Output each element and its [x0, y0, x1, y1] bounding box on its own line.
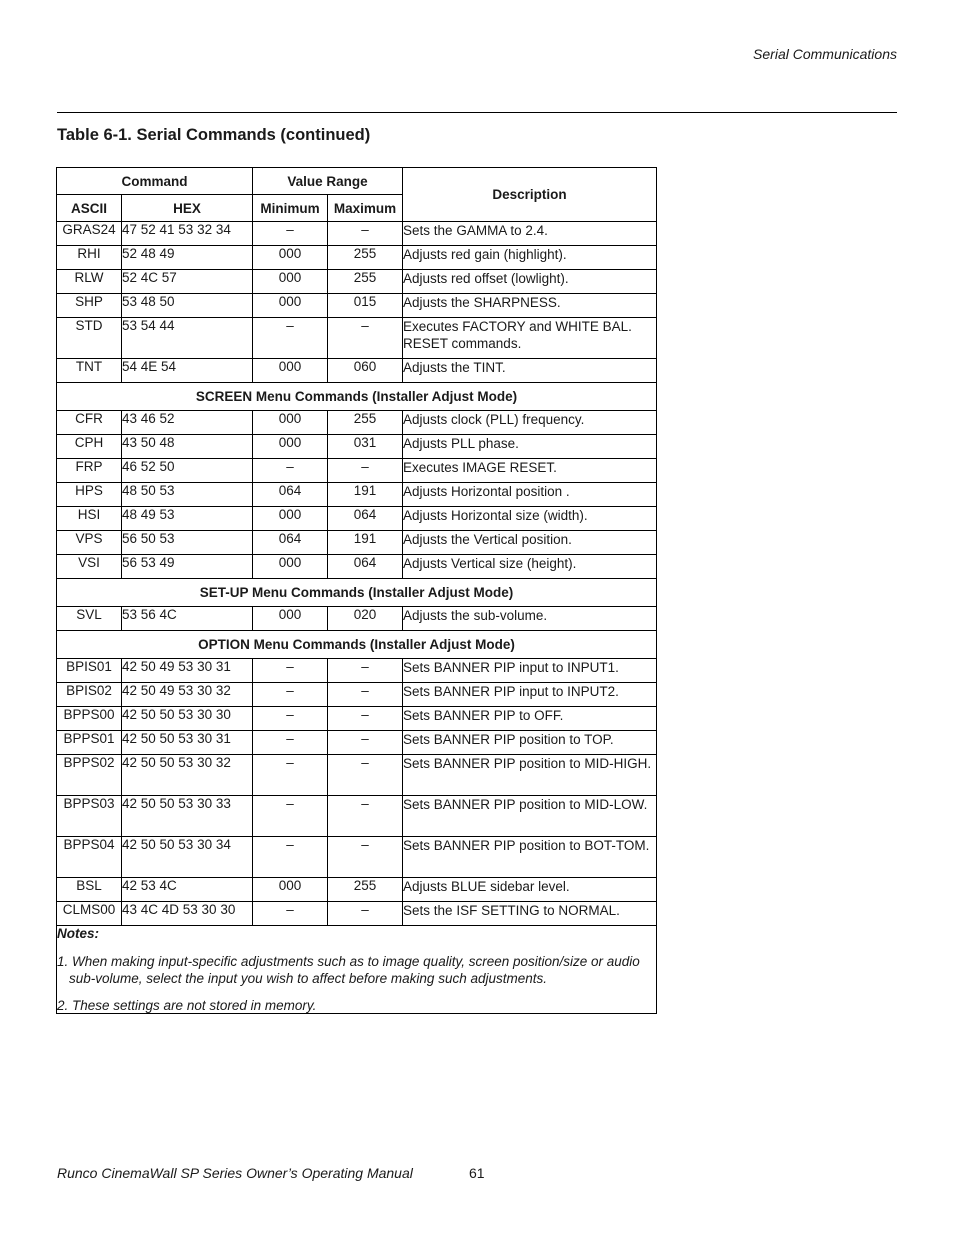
- hex-cell: 52 4C 57: [122, 270, 253, 294]
- table-row: [57, 270, 657, 294]
- footer-manual-title: Runco CinemaWall SP Series Owner’s Operating Manual: [57, 1165, 413, 1181]
- table-row: [57, 755, 657, 796]
- max-cell: –: [328, 796, 403, 837]
- section-label: OPTION Menu Commands (Installer Adjust Mode): [57, 631, 657, 659]
- ascii-cell: BPPS03: [57, 796, 122, 837]
- table-row: [57, 483, 657, 507]
- description-cell: Adjusts the sub-volume.: [403, 607, 657, 631]
- description-cell: Adjusts PLL phase.: [403, 435, 657, 459]
- ascii-cell: CPH: [57, 435, 122, 459]
- ascii-cell: BPPS04: [57, 837, 122, 878]
- hex-cell: 42 50 50 53 30 32: [122, 755, 253, 796]
- section-label: SET-UP Menu Commands (Installer Adjust Mode): [57, 579, 657, 607]
- hex-cell: 43 50 48: [122, 435, 253, 459]
- min-cell: 064: [253, 531, 328, 555]
- table-row: [57, 683, 657, 707]
- ascii-cell: CLMS00: [57, 902, 122, 926]
- max-cell: –: [328, 222, 403, 246]
- hex-cell: 42 50 49 53 30 32: [122, 683, 253, 707]
- max-cell: 060: [328, 359, 403, 383]
- hex-cell: 53 56 4C: [122, 607, 253, 631]
- max-cell: 064: [328, 555, 403, 579]
- table-row: [57, 878, 657, 902]
- min-cell: 000: [253, 246, 328, 270]
- max-cell: 191: [328, 483, 403, 507]
- description-cell: Sets BANNER PIP to OFF.: [403, 707, 657, 731]
- ascii-cell: CFR: [57, 411, 122, 435]
- min-cell: 000: [253, 507, 328, 531]
- ascii-cell: RHI: [57, 246, 122, 270]
- min-cell: –: [253, 222, 328, 246]
- min-cell: –: [253, 683, 328, 707]
- max-cell: –: [328, 318, 403, 359]
- hex-cell: 48 49 53: [122, 507, 253, 531]
- min-cell: –: [253, 731, 328, 755]
- table-row: [57, 507, 657, 531]
- hex-cell: 54 4E 54: [122, 359, 253, 383]
- header-command: Command: [57, 168, 253, 195]
- table-row: [57, 531, 657, 555]
- description-cell: Adjusts BLUE sidebar level.: [403, 878, 657, 902]
- table-row: [57, 318, 657, 359]
- table-row: [57, 435, 657, 459]
- description-cell: Adjusts Vertical size (height).: [403, 555, 657, 579]
- table-row: [57, 707, 657, 731]
- table-row: [57, 902, 657, 926]
- description-cell: Sets BANNER PIP input to INPUT1.: [403, 659, 657, 683]
- max-cell: 255: [328, 878, 403, 902]
- max-cell: –: [328, 707, 403, 731]
- description-cell: Sets BANNER PIP input to INPUT2.: [403, 683, 657, 707]
- table-row: [57, 222, 657, 246]
- max-cell: 031: [328, 435, 403, 459]
- section-row: [57, 383, 657, 411]
- ascii-cell: BPPS00: [57, 707, 122, 731]
- table-row: [57, 659, 657, 683]
- notes-title: Notes:: [57, 926, 100, 941]
- ascii-cell: FRP: [57, 459, 122, 483]
- header-hex: HEX: [122, 195, 253, 222]
- description-cell: Adjusts the Vertical position.: [403, 531, 657, 555]
- max-cell: –: [328, 902, 403, 926]
- ascii-cell: TNT: [57, 359, 122, 383]
- min-cell: –: [253, 902, 328, 926]
- min-cell: –: [253, 318, 328, 359]
- description-cell: Sets BANNER PIP position to MID-LOW.: [403, 796, 657, 837]
- ascii-cell: BPIS01: [57, 659, 122, 683]
- description-cell: Executes FACTORY and WHITE BAL. RESET commands.: [403, 318, 657, 359]
- hex-cell: 53 54 44: [122, 318, 253, 359]
- max-cell: 255: [328, 246, 403, 270]
- table-row: [57, 607, 657, 631]
- notes-cell: [57, 926, 657, 1014]
- table-row: [57, 359, 657, 383]
- hex-cell: 52 48 49: [122, 246, 253, 270]
- table-row: [57, 731, 657, 755]
- table-body: [57, 222, 657, 926]
- section-row: [57, 631, 657, 659]
- hex-cell: 43 4C 4D 53 30 30: [122, 902, 253, 926]
- serial-commands-table: [56, 167, 657, 1014]
- hex-cell: 42 50 50 53 30 33: [122, 796, 253, 837]
- header-description: Description: [403, 168, 657, 222]
- description-cell: Adjusts red gain (highlight).: [403, 246, 657, 270]
- hex-cell: 42 53 4C: [122, 878, 253, 902]
- min-cell: 000: [253, 270, 328, 294]
- hex-cell: 42 50 50 53 30 30: [122, 707, 253, 731]
- header-ascii: ASCII: [57, 195, 122, 222]
- ascii-cell: RLW: [57, 270, 122, 294]
- min-cell: –: [253, 796, 328, 837]
- description-cell: Adjusts the SHARPNESS.: [403, 294, 657, 318]
- min-cell: 000: [253, 435, 328, 459]
- max-cell: –: [328, 837, 403, 878]
- header-maximum: Maximum: [328, 195, 403, 222]
- table-title: Table 6-1. Serial Commands (continued): [57, 126, 371, 144]
- hex-cell: 43 46 52: [122, 411, 253, 435]
- min-cell: 064: [253, 483, 328, 507]
- table-row: [57, 294, 657, 318]
- description-cell: Adjusts Horizontal position .: [403, 483, 657, 507]
- ascii-cell: HSI: [57, 507, 122, 531]
- ascii-cell: BPPS02: [57, 755, 122, 796]
- min-cell: 000: [253, 294, 328, 318]
- hex-cell: 42 50 50 53 30 31: [122, 731, 253, 755]
- table-row: [57, 837, 657, 878]
- table-row: [57, 555, 657, 579]
- hex-cell: 56 53 49: [122, 555, 253, 579]
- ascii-cell: VPS: [57, 531, 122, 555]
- ascii-cell: BPIS02: [57, 683, 122, 707]
- running-header: Serial Communications: [753, 46, 897, 62]
- description-cell: Adjusts Horizontal size (width).: [403, 507, 657, 531]
- page-number: 61: [469, 1165, 485, 1181]
- max-cell: –: [328, 459, 403, 483]
- ascii-cell: HPS: [57, 483, 122, 507]
- min-cell: –: [253, 755, 328, 796]
- max-cell: –: [328, 683, 403, 707]
- note-item: 1. When making input-specific adjustments such as to image quality, screen position/size or audio sub-volume, select the input you wish to affect before making such adjustments.: [57, 954, 640, 986]
- description-cell: Adjusts clock (PLL) frequency.: [403, 411, 657, 435]
- min-cell: 000: [253, 359, 328, 383]
- min-cell: –: [253, 837, 328, 878]
- min-cell: 000: [253, 411, 328, 435]
- min-cell: –: [253, 459, 328, 483]
- max-cell: 255: [328, 411, 403, 435]
- hex-cell: 42 50 49 53 30 31: [122, 659, 253, 683]
- description-cell: Adjusts red offset (lowlight).: [403, 270, 657, 294]
- description-cell: Sets the ISF SETTING to NORMAL.: [403, 902, 657, 926]
- ascii-cell: GRAS24: [57, 222, 122, 246]
- ascii-cell: BPPS01: [57, 731, 122, 755]
- header-rule: [57, 112, 897, 113]
- header-value-range: Value Range: [253, 168, 403, 195]
- header-minimum: Minimum: [253, 195, 328, 222]
- max-cell: –: [328, 659, 403, 683]
- min-cell: 000: [253, 607, 328, 631]
- max-cell: –: [328, 731, 403, 755]
- description-cell: Sets BANNER PIP position to MID-HIGH.: [403, 755, 657, 796]
- hex-cell: 47 52 41 53 32 34: [122, 222, 253, 246]
- hex-cell: 46 52 50: [122, 459, 253, 483]
- description-cell: Sets BANNER PIP position to BOT-TOM.: [403, 837, 657, 878]
- description-cell: Sets the GAMMA to 2.4.: [403, 222, 657, 246]
- min-cell: 000: [253, 878, 328, 902]
- max-cell: 191: [328, 531, 403, 555]
- hex-cell: 42 50 50 53 30 34: [122, 837, 253, 878]
- description-cell: Executes IMAGE RESET.: [403, 459, 657, 483]
- description-cell: Sets BANNER PIP position to TOP.: [403, 731, 657, 755]
- description-cell: Adjusts the TINT.: [403, 359, 657, 383]
- table-row: [57, 796, 657, 837]
- ascii-cell: VSI: [57, 555, 122, 579]
- hex-cell: 48 50 53: [122, 483, 253, 507]
- note-item: 2. These settings are not stored in memory.: [57, 998, 317, 1013]
- ascii-cell: SHP: [57, 294, 122, 318]
- min-cell: –: [253, 707, 328, 731]
- ascii-cell: BSL: [57, 878, 122, 902]
- ascii-cell: SVL: [57, 607, 122, 631]
- section-label: SCREEN Menu Commands (Installer Adjust Mode): [57, 383, 657, 411]
- table-row: [57, 411, 657, 435]
- hex-cell: 53 48 50: [122, 294, 253, 318]
- section-row: [57, 579, 657, 607]
- max-cell: 064: [328, 507, 403, 531]
- max-cell: –: [328, 755, 403, 796]
- min-cell: 000: [253, 555, 328, 579]
- ascii-cell: STD: [57, 318, 122, 359]
- max-cell: 255: [328, 270, 403, 294]
- table-row: [57, 246, 657, 270]
- max-cell: 015: [328, 294, 403, 318]
- table-row: [57, 459, 657, 483]
- min-cell: –: [253, 659, 328, 683]
- hex-cell: 56 50 53: [122, 531, 253, 555]
- max-cell: 020: [328, 607, 403, 631]
